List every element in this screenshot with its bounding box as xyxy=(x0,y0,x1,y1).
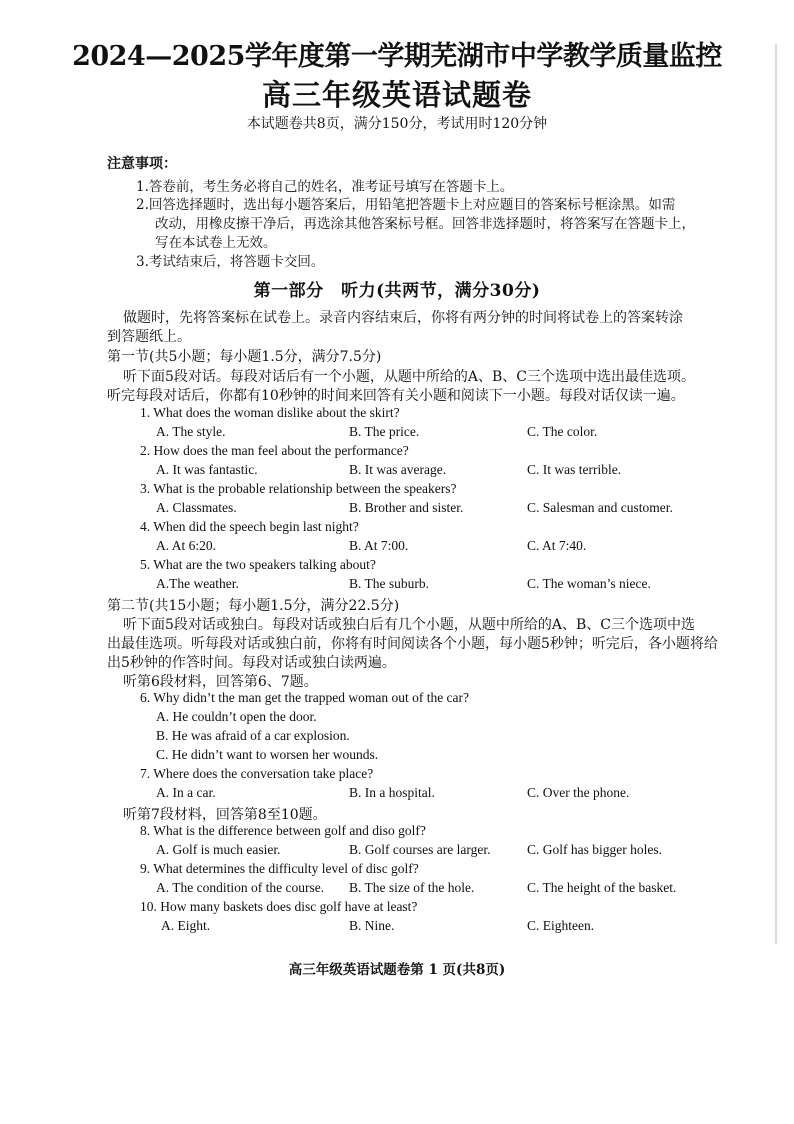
note-item: 改动，用橡皮擦干净后，再选涂其他答案标号框。回答非选择题时，将答案写在答题卡上， xyxy=(155,216,695,232)
exam-info: 本试题卷共8页，满分150分，考试用时120分钟 xyxy=(246,116,548,132)
page-edge-shadow xyxy=(775,44,777,944)
exam-title: 2024—2025学年度第一学期芜湖市中学教学质量监控 xyxy=(72,41,722,72)
option-c: C. Eighteen. xyxy=(527,918,595,933)
option-a: A. The condition of the course. xyxy=(156,880,325,895)
page-footer: 高三年级英语试题卷第 1 页(共8页) xyxy=(288,962,506,978)
note-item: 写在本试卷上无效。 xyxy=(155,235,277,251)
exam-subtitle: 高三年级英语试题卷 xyxy=(261,78,532,112)
note-item: 1.答卷前，考生务必将自己的姓名，准考证号填写在答题卡上。 xyxy=(136,179,514,195)
section1-instruction: 听完每段对话后，你都有10秒钟的时间来回答有关小题和阅读下一小题。每段对话仅读一遍。 xyxy=(107,388,685,404)
option-a: A. In a car. xyxy=(156,785,216,800)
section2-heading: 第二节(共15小题；每小题1.5分，满分22.5分) xyxy=(107,598,400,614)
section2-instruction: 出最佳选项。听每段对话或独白前，你将有时间阅读各个小题，每小题5秒钟；听完后，各小题将给 xyxy=(107,636,718,652)
intro-line: 到答题纸上。 xyxy=(107,329,191,345)
question-text: 9. What determines the difficulty level of disc golf? xyxy=(140,861,419,876)
option-a: A. Classmates. xyxy=(156,500,237,515)
option-b: B. Brother and sister. xyxy=(349,500,464,515)
question-text: 8. What is the difference between golf and diso golf? xyxy=(140,823,426,838)
notes-heading: 注意事项： xyxy=(107,156,177,172)
question-text: 2. How does the man feel about the performance? xyxy=(140,443,409,458)
option-a: A.The weather. xyxy=(156,576,239,591)
material-note: 听第6段材料，回答第6、7题。 xyxy=(123,674,318,690)
option-c: C. The height of the basket. xyxy=(527,880,677,895)
option-b: B. The price. xyxy=(349,424,420,439)
option-a: A. It was fantastic. xyxy=(156,462,258,477)
material-note: 听第7段材料，回答第8至10题。 xyxy=(123,807,327,823)
option-c: C. He didn’t want to worsen her wounds. xyxy=(156,747,379,762)
option-a: A. At 6:20. xyxy=(156,538,217,553)
option-b: B. In a hospital. xyxy=(349,785,435,800)
option-c: C. The woman’s niece. xyxy=(527,576,651,591)
option-c: C. At 7:40. xyxy=(527,538,587,553)
intro-line: 做题时，先将答案标在试卷上。录音内容结束后，你将有两分钟的时间将试卷上的答案转涂 xyxy=(123,310,683,326)
option-a: A. Eight. xyxy=(161,918,211,933)
option-b: B. The suburb. xyxy=(349,576,429,591)
option-c: C. Over the phone. xyxy=(527,785,630,800)
note-item: 2.回答选择题时，选出每小题答案后，用铅笔把答题卡上对应题目的答案标号框涂黑。如需 xyxy=(136,197,676,213)
section2-instruction: 听下面5段对话或独白。每段对话或独白后有几个小题，从题中所给的A、B、C三个选项中选 xyxy=(123,617,696,633)
option-b: B. Golf courses are larger. xyxy=(349,842,491,857)
section1-heading: 第一节(共5小题；每小题1.5分，满分7.5分) xyxy=(107,349,382,365)
note-item: 3.考试结束后，将答题卡交回。 xyxy=(136,254,325,270)
option-c: C. It was terrible. xyxy=(527,462,622,477)
option-b: B. Nine. xyxy=(349,918,395,933)
option-b: B. At 7:00. xyxy=(349,538,409,553)
part-heading: 第一部分 听力(共两节，满分30分) xyxy=(253,281,541,301)
question-text: 10. How many baskets does disc golf have at least? xyxy=(140,899,418,914)
option-b: B. He was afraid of a car explosion. xyxy=(156,728,350,743)
question-text: 7. Where does the conversation take place? xyxy=(140,766,374,781)
option-b: B. It was average. xyxy=(349,462,447,477)
question-text: 3. What is the probable relationship between the speakers? xyxy=(140,481,457,496)
question-text: 6. Why didn’t the man get the trapped woman out of the car? xyxy=(140,690,470,705)
section1-instruction: 听下面5段对话。每段对话后有一个小题，从题中所给的A、B、C三个选项中选出最佳选项。 xyxy=(123,369,696,385)
option-c: C. Golf has bigger holes. xyxy=(527,842,662,857)
section2-instruction: 出5秒钟的作答时间。每段对话或独白读两遍。 xyxy=(107,655,396,671)
question-text: 5. What are the two speakers talking about? xyxy=(140,557,376,572)
option-c: C. Salesman and customer. xyxy=(527,500,673,515)
question-text: 4. When did the speech begin last night? xyxy=(140,519,359,534)
option-c: C. The color. xyxy=(527,424,598,439)
option-a: A. Golf is much easier. xyxy=(156,842,281,857)
question-text: 1. What does the woman dislike about the skirt? xyxy=(140,405,400,420)
option-a: A. He couldn’t open the door. xyxy=(156,709,317,724)
option-a: A. The style. xyxy=(156,424,226,439)
option-b: B. The size of the hole. xyxy=(349,880,475,895)
